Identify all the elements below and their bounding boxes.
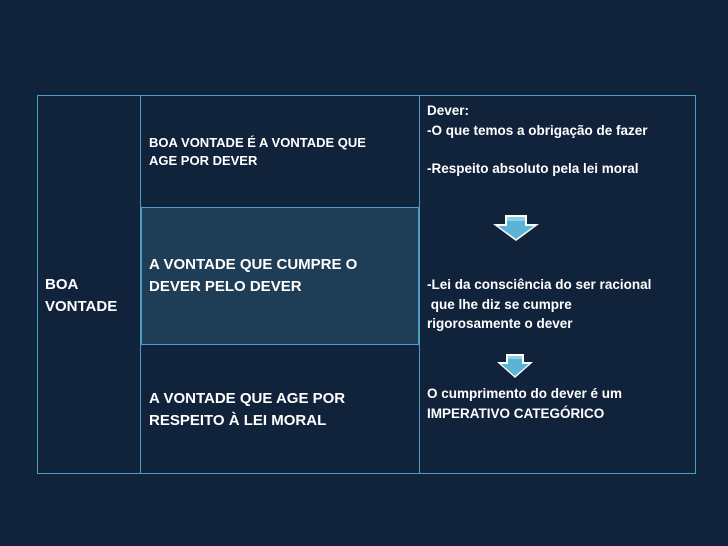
middle-row-divider bbox=[141, 344, 419, 345]
imperativo-block bbox=[427, 384, 622, 423]
text-line: rigorosamente o dever bbox=[427, 316, 573, 332]
boa-vontade-label bbox=[45, 274, 117, 318]
spacer bbox=[427, 140, 648, 159]
definition-line: -O que temos a obrigação de fazer bbox=[427, 122, 648, 138]
text-line: que lhe diz se cumpre bbox=[427, 296, 572, 312]
middle-row1-text bbox=[149, 134, 366, 169]
down-arrow-icon bbox=[495, 353, 535, 379]
label-line: BOA bbox=[45, 276, 79, 293]
text-line: DEVER PELO DEVER bbox=[149, 277, 302, 295]
text-line: A VONTADE QUE CUMPRE O bbox=[149, 256, 358, 273]
text-line: RESPEITO À LEI MORAL bbox=[149, 411, 327, 429]
text-line: AGE POR DEVER bbox=[149, 152, 258, 168]
label-line: VONTADE bbox=[45, 297, 118, 315]
lei-consciencia-block bbox=[427, 275, 651, 334]
text-line: -Lei da consciência do ser racional bbox=[427, 277, 652, 292]
middle-row2-text bbox=[149, 254, 357, 298]
definition-line: -Respeito absoluto pela lei moral bbox=[427, 161, 639, 177]
text-line: IMPERATIVO CATEGÓRICO bbox=[427, 405, 605, 421]
dever-definition-block bbox=[427, 101, 648, 179]
text-line: O cumprimento do dever é um bbox=[427, 386, 623, 401]
down-arrow-icon bbox=[491, 214, 541, 242]
text-line: BOA VONTADE É A VONTADE QUE bbox=[149, 135, 366, 150]
middle-row3-text bbox=[149, 388, 345, 432]
text-line: A VONTADE QUE AGE POR bbox=[149, 390, 346, 407]
dever-title: Dever: bbox=[427, 103, 470, 118]
